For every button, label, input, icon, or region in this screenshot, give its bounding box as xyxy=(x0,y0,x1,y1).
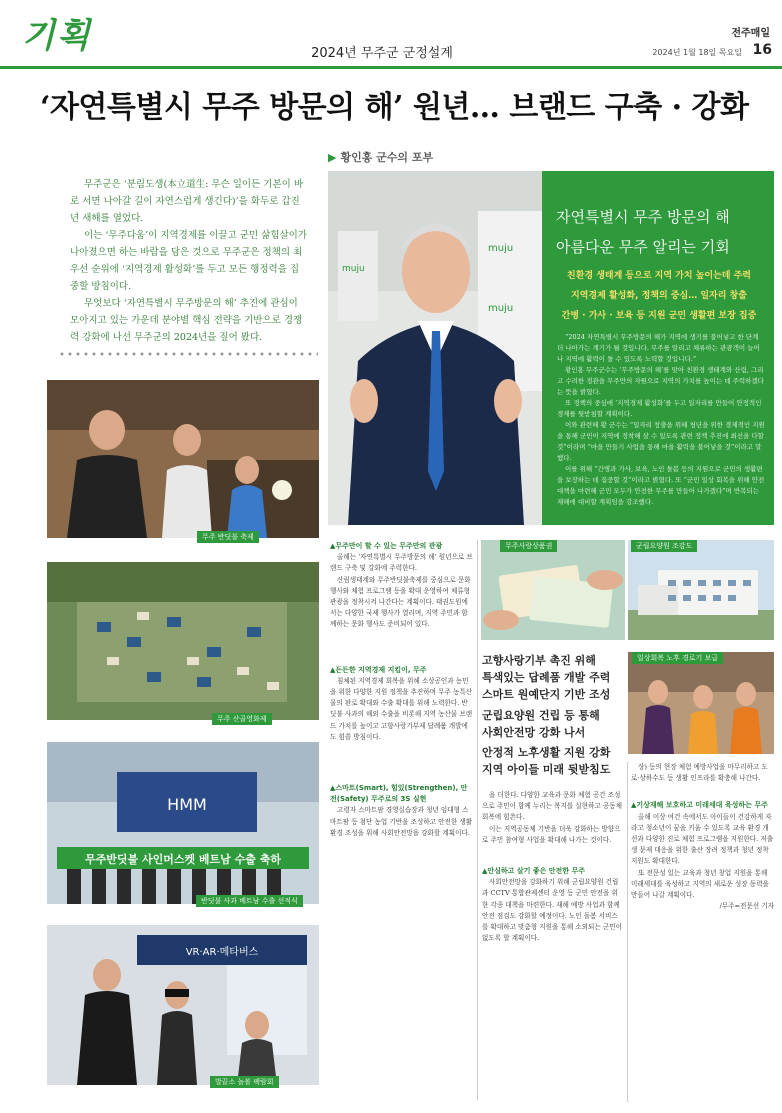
article-column-1 xyxy=(330,538,473,1098)
festival-photo xyxy=(47,380,319,538)
box-body xyxy=(557,332,765,508)
box-subtitle: 친환경 생태계 등으로 지역 가치 높이는데 주력 xyxy=(567,271,751,281)
nursing-home-rendering xyxy=(628,540,774,640)
article-paragraph: 을 더한다. 다양한 교육과 문화 체험 공간 조성으로 주민이 함께 누리는 복지를 실현하고 공동체 회복에 힘쓴다. xyxy=(482,791,622,822)
svg-text:muju: muju xyxy=(488,243,514,254)
svg-text:muju: muju xyxy=(488,303,514,314)
svg-text:muju: muju xyxy=(342,264,365,274)
article-column-2 xyxy=(482,790,624,1100)
photo-caption: 군립요양원 조감도 xyxy=(631,540,697,552)
photo-caption: 발끝소 놀볼 팩람회 xyxy=(210,1076,279,1088)
article-paragraph: 고령자 스마트팜 경영실습장과 청년 임대형 스마트팜 등 첨단 농업 기반을 조성하고 안전한 생활 환경 조성을 위해 사회안전망을 강화할 계획이다. xyxy=(330,806,473,837)
section-heading: ▲든든한 지역경제 지킴이, 무주 xyxy=(330,665,427,674)
headline-line: 사회안전망 강화 나서 xyxy=(482,726,586,739)
article-paragraph: 이는 지역공동체 기반을 더욱 강화하는 방향으로 주민 참여형 사업을 확대해 나가는 것이다. xyxy=(482,824,621,844)
headline-line: 군립요양원 건립 등 통해 xyxy=(482,709,600,722)
svg-text:HMM: HMM xyxy=(167,795,207,814)
box-paragraph: “2024 자연특별시 무주방문의 해가 지역에 생기를 불어넣고 한 단계 더 나아가는 계기가 될 것입니다. 무주를 알리고 체류하는 관광객이 늘어나 지역에 활력이 돌 수 있도록 노력할 것입니다.” xyxy=(557,333,760,363)
header-rule xyxy=(0,66,782,69)
column-divider xyxy=(627,762,628,1102)
publication-date: 2024년 1월 18일 목요일 xyxy=(652,48,742,57)
senior-support-photo xyxy=(628,652,774,754)
photo-caption: 무주 산골영화제 xyxy=(212,713,272,725)
box-paragraph: 또 정책의 중심에 ‘지역경제 활성화’를 두고 일자리를 만들어 안정적인 경제를 뒷받침할 계획이다. xyxy=(557,399,762,418)
article-paragraph: 침체된 지역경제 회복을 위해 소상공인과 농민을 위한 다양한 지원 정책을 추진하며 무주 농특산물의 판로 확대와 수출 확대를 위해 노력한다. 반딧불 사과의 해외 수출을 비롯해 지역 농산물 브랜드 가치를 높이고 고향사랑기부제 답례품 개발에도 힘쓸 방침이다. xyxy=(330,676,473,741)
photo-caption: 반딧불 사과 베트남 수출 선적식 xyxy=(196,895,303,907)
box-paragraph: 이를 위해 “간병과 가사, 보육, 노인 돌봄 등의 지원으로 군민의 생활편을 보장하는 데 집중할 것”이라고 밝혔다. 또 “군민 일상 회복을 위해 안전 대책을 마련해 군민 모두가 안전한 무주를 만들어 나가겠다”며 반복되는 재해에 대비할 계획임을 강조했다. xyxy=(557,465,765,506)
byline: /무주=전문선 기자 xyxy=(719,902,774,911)
lead-paragraph: 무주군은 ‘분림도생(本立道生: 무슨 일이든 기본이 바로 서면 나아갈 길이 자연스럽게 생긴다)’을 화두로 갑진년 새해를 열었다. xyxy=(70,179,304,224)
film-festival-photo xyxy=(47,562,319,720)
page-number: 16 xyxy=(752,42,772,58)
photo-caption: 일상회복 노후 경로기 보급 xyxy=(632,652,723,664)
vr-expo-photo xyxy=(47,925,319,1085)
subhead xyxy=(328,149,433,165)
headline-line: 지역 아이들 미래 뒷받침도 xyxy=(482,763,611,776)
article-paragraph: 또 전문성 있는 교육과 청년 창업 지원을 통해 미래세대를 육성하고 지역의 새로운 성장 동력을 만들어 나갈 계획이다. xyxy=(631,868,769,900)
headline-line: 특색있는 답례품 개발 주력 xyxy=(482,671,611,684)
column-divider xyxy=(477,540,478,1100)
photo-caption: 무주사랑상품권 xyxy=(500,540,557,552)
headline-line: 스마트 원예단지 기반 조성 xyxy=(482,688,611,701)
middle-headline-3 xyxy=(482,744,624,778)
box-title: 아름다운 무주 알리는 기회 xyxy=(556,238,730,256)
lead-paragraph: 무엇보다 ‘자연특별시 무주방문의 해’ 추진에 관심이 모아지고 있는 가운데 분야별 핵심 전략을 기반으로 경쟁력 강화에 나선 무주군의 2024년을 짚어 봤다. xyxy=(70,298,303,343)
article-paragraph: 올해 이상 여건 속에서도 아이들이 건강하게 자라고 청소년이 꿈을 키울 수 있도록 교육 환경 개선과 다양한 진로 체험 프로그램을 지원한다. 저출생 문제 대응을 위한 출산 장려 정책과 청년 정착 지원도 확대한다. xyxy=(631,812,774,866)
box-paragraph: 황인홍 무주군수는 ‘무주방문의 해’를 맞아 친환경 생태계와 산림, 그리고 수려한 경관을 무주만의 자원으로 지역의 가치를 높이는 데 주력하겠다는 뜻을 밝혔다. xyxy=(557,366,764,396)
publication-name: 전주매일 xyxy=(731,28,770,39)
section-heading: ▲스마트(Smart), 힘있(Strengthen), 안전(Safety) 무주로의 3S 실현 xyxy=(330,784,468,804)
export-banner-text: 무주반딧불 사인머스켓 베트남 수출 축하 xyxy=(85,853,281,866)
gift-certificate-photo xyxy=(481,540,625,640)
article-paragraph: 사회안전망을 강화하기 위해 군립요양원 건립과 CCTV 통합관제센터 운영 등 군민 안전을 위한 각종 대책을 마련한다. 재해 예방 사업과 함께 안전 점검도 강화할 예정이다. 노인 돌봄 서비스를 확대하고 맞춤형 지원을 통해 소외되는 군민이 없도록 할 계획이다. xyxy=(482,878,622,943)
box-subtitle: 지역경제 활성화, 정책의 중심… 일자리 창출 xyxy=(571,291,747,301)
article-paragraph: 산림생태계와 무주반딧불축제를 중심으로 문화행사와 체험 프로그램 등을 확대 운영하여 체류형 관광을 정착시켜 나간다는 계획이다. 태권도원에서는 다양한 국제 행사가 열리며, 지역 주민과 함께하는 문화 행사도 준비되어 있다. xyxy=(330,575,471,629)
section-heading: ▲기상재해 보호하고 미래세대 육성하는 무주 xyxy=(631,801,768,810)
dotted-divider xyxy=(58,352,318,356)
middle-headline-2 xyxy=(482,707,624,741)
lead-paragraph: 이는 ‘무주다움’이 지역경제를 이끌고 군민 삶힘살이가 나아졌으면 하는 바람을 담은 것으로 무주군은 정책의 최우선 순위에 ‘지역경제 활성화’를 두고 모든 행정력을 집중할 방침이다. xyxy=(70,230,308,292)
subhead-text: 황인홍 군수의 포부 xyxy=(340,151,434,164)
headline-line: 고향사랑기부 촉진 위해 xyxy=(482,654,596,667)
box-paragraph: 이와 관련해 황 군수는 “일자리 창출을 위해 청년을 위한 경제적인 지원을 통해 군민이 지역에 정착해 살 수 있도록 관련 정책 추진에 최선을 다할 것”이라며 “마을 만들기 사업을 통해 마을 활력을 불어넣을 것”이라고 말했다. xyxy=(557,421,765,462)
lead-paragraphs xyxy=(70,176,308,346)
export-ceremony-photo xyxy=(47,742,319,904)
article-paragraph: 상) 등의 현장 체험 예방사업을 마무리하고 도로·상하수도 등 생활 인프라를 확충해 나간다. xyxy=(631,763,768,783)
headline: ‘자연특별시 무주 방문의 해’ 원년… 브랜드 구축 · 강화 xyxy=(40,90,749,125)
article-column-3 xyxy=(631,762,774,1102)
portrait-photo xyxy=(328,171,542,525)
article-paragraph: 올해는 ‘자연특별시 무주방문의 해’ 원년으로 브랜드 구축 및 강화에 주력한다. xyxy=(330,553,473,573)
photo-caption: 무주 반딧불 축제 xyxy=(197,531,259,543)
section-heading: ▲무주만이 할 수 있는 무주만의 관광 xyxy=(330,542,443,550)
middle-headline-1 xyxy=(482,652,624,703)
arrow-icon: ▶ xyxy=(328,151,337,164)
box-subtitle: 간병 · 가사 · 보육 등 지원 군민 생활편 보장 집중 xyxy=(561,311,757,321)
box-title: 자연특별시 무주 방문의 해 xyxy=(556,208,730,226)
section-logo: 기획 xyxy=(22,16,92,56)
headline-line: 안정적 노후생활 지원 강화 xyxy=(482,746,611,759)
series-title: 2024년 무주군 군정설계 xyxy=(311,46,453,61)
section-heading: ▲안심하고 살기 좋은 안전한 무주 xyxy=(482,867,586,876)
vr-banner-text: VR·AR·메타버스 xyxy=(185,947,259,958)
